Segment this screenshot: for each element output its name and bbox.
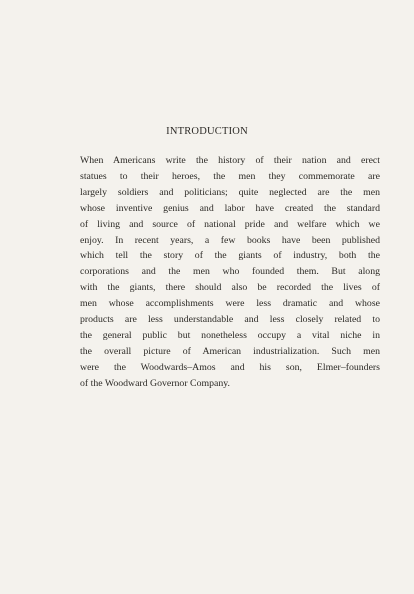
text-line: with the giants, there should also be recorded the lives of <box>80 282 380 294</box>
text-line: the overall picture of American industrialization. Such men <box>80 345 380 357</box>
text-line: which tell the story of the giants of industry, both the <box>80 250 380 262</box>
introduction-paragraph <box>80 153 380 392</box>
text-line: products are less understandable and less closely related to <box>80 314 380 326</box>
text-line: were the Woodwards–Amos and his son, Elmer–founders <box>80 361 380 373</box>
text-line: corporations and the men who founded them. But along <box>80 266 380 278</box>
text-line: largely soldiers and politicians; quite neglected are the men <box>80 186 380 198</box>
text-line: When Americans write the history of their nation and erect <box>80 155 380 166</box>
page-heading: INTRODUCTION <box>166 126 248 137</box>
text-line: statues to their heroes, the men they commemorate are <box>80 170 380 182</box>
text-line: enjoy. In recent years, a few books have been published <box>80 234 380 246</box>
text-line: of the Woodward Governor Company. <box>80 377 230 389</box>
text-line: men whose accomplishments were less dramatic and whose <box>80 298 380 310</box>
text-line: of living and source of national pride and welfare which we <box>80 218 380 230</box>
text-line: the general public but nonetheless occupy a vital niche in <box>80 329 380 341</box>
text-line: whose inventive genius and labor have created the standard <box>80 202 380 214</box>
